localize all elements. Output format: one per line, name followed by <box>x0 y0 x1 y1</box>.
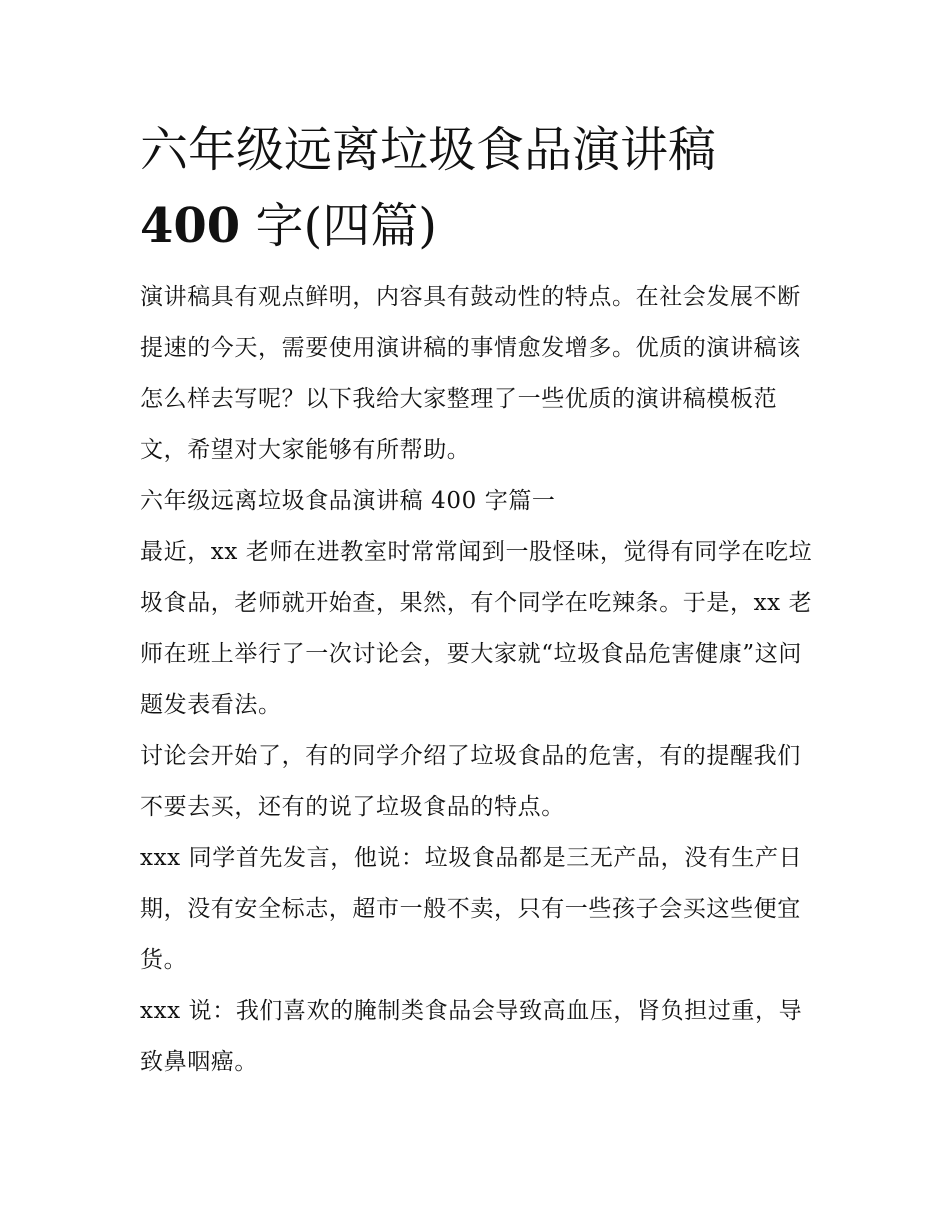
document-title <box>140 112 820 264</box>
paragraph: xxx 说：我们喜欢的腌制类食品会导致高血压，肾负担过重，导致鼻咽癌。 <box>140 998 803 1075</box>
paragraph: xxx 同学首先发言，他说：垃圾食品都是三无产品，没有生产日期，没有安全标志，超市一般不卖，只有一些孩子会买这些便宜货。 <box>140 845 803 973</box>
paragraph: 最近，xx 老师在进教室时常常闻到一股怪味，觉得有同学在吃垃圾食品，老师就开始查，果然，有个同学在吃辣条。于是，xx 老师在班上举行了一次讨论会，要大家就“垃圾食品危害健康”这问题发表看法。 <box>140 539 813 718</box>
document-body <box>140 272 820 1088</box>
title-suffix: 字(四篇) <box>240 198 437 254</box>
title-line-1: 六年级远离垃圾食品演讲稿 <box>140 122 717 178</box>
paragraph: 讨论会开始了，有的同学介绍了垃圾食品的危害，有的提醒我们不要去买，还有的说了垃圾食品的特点。 <box>140 743 801 820</box>
section-heading: 六年级远离垃圾食品演讲稿 400 字篇一 <box>140 488 556 514</box>
title-number: 400 <box>140 198 241 254</box>
paragraph-intro: 演讲稿具有观点鲜明，内容具有鼓动性的特点。在社会发展不断提速的今天，需要使用演讲稿的事情愈发增多。优质的演讲稿该怎么样去写呢？以下我给大家整理了一些优质的演讲稿模板范文，希望对大家能够有所帮助。 <box>140 284 801 463</box>
document-page <box>140 112 820 1088</box>
